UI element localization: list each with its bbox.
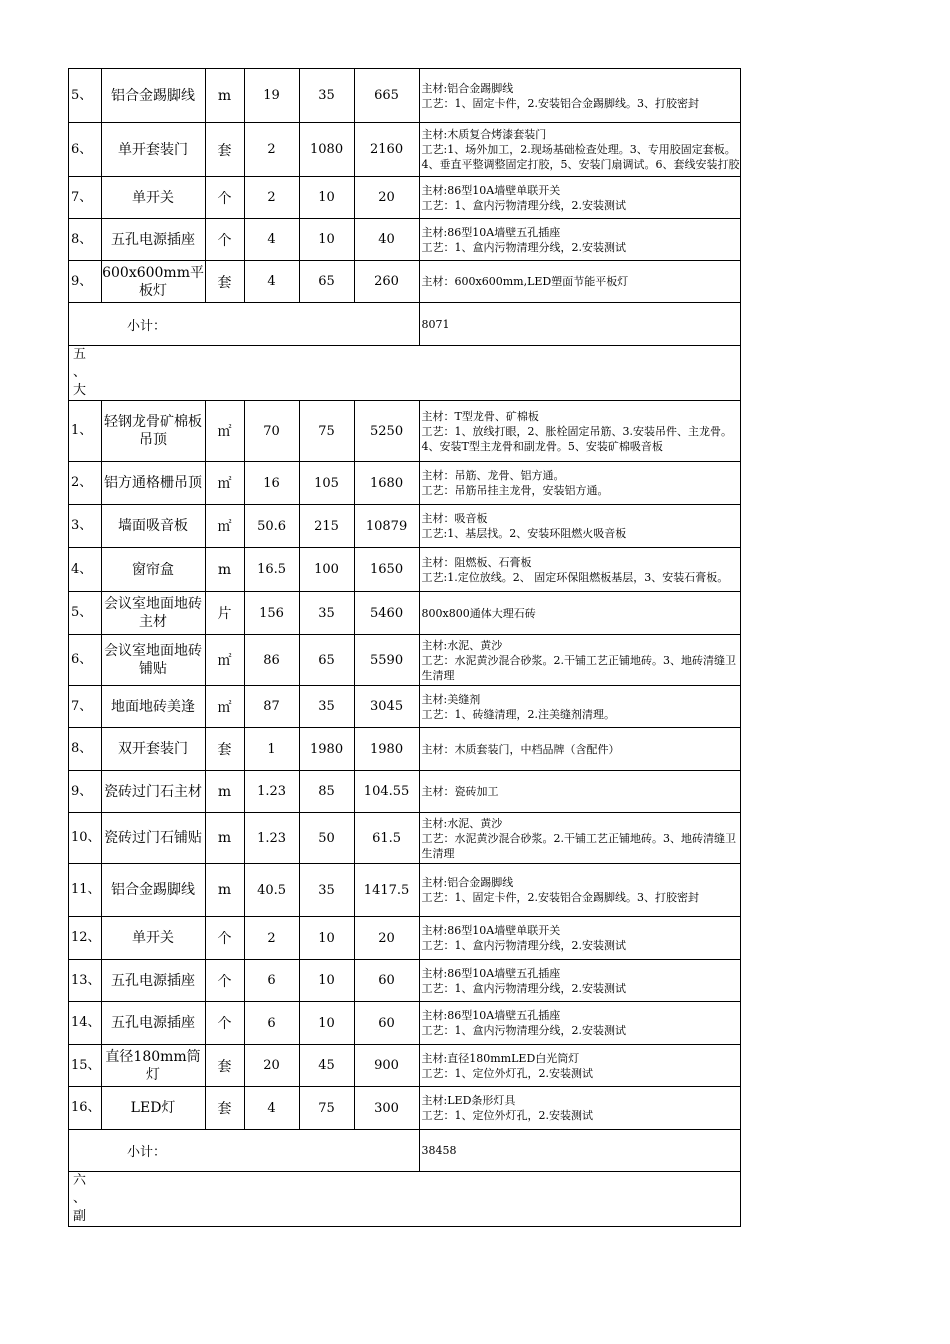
amount-cell: 260 [354,261,419,303]
item-name-cell: LED灯 [101,1087,205,1130]
quantity-cell: 50.6 [244,505,299,548]
unit-cell: 套 [205,123,244,177]
description-cell [419,771,740,813]
description-line: 主材:铝合金踢脚线 [421,876,514,889]
table-row [69,219,741,261]
item-number-cell: 14、 [69,1002,102,1045]
description-line: 主材：吸音板 [421,512,488,525]
quantity-cell: 86 [244,635,299,686]
item-number-cell: 2、 [69,462,102,505]
description-line: 800x800通体大理石砖 [421,606,536,620]
quantity-cell: 4 [244,1087,299,1130]
table-row [69,548,741,592]
item-name-cell: 五孔电源插座 [101,1002,205,1045]
unit-price-cell: 35 [299,592,354,635]
section-heading-char: 、 [73,1191,87,1206]
description-line: 工艺:1、基层找。2、安装环阻燃火吸音板 [421,527,627,540]
description-cell [419,592,740,635]
unit-price-cell: 35 [299,69,354,123]
item-number-cell: 6、 [69,123,102,177]
amount-cell: 60 [354,1002,419,1045]
quantity-cell: 2 [244,177,299,219]
item-number-cell: 9、 [69,261,102,303]
item-name-cell: 会议室地面地砖主材 [101,592,205,635]
unit-price-cell: 65 [299,635,354,686]
description-line: 工艺：1、盒内污物清理分线，2.安装测试 [421,240,627,254]
description-line: 主材:木质复合烤漆套装门 [421,128,547,141]
description-cell [419,813,740,864]
quantity-cell: 2 [244,917,299,960]
description-line: 主材:86型10A墙壁五孔插座 [421,1009,561,1022]
unit-cell: 个 [205,960,244,1002]
table-row [69,813,741,864]
item-name-cell: 直径180mm筒灯 [101,1045,205,1087]
section-heading-char: 副 [73,1209,87,1224]
description-cell [419,1045,740,1087]
unit-cell: 个 [205,177,244,219]
item-number-cell: 16、 [69,1087,102,1130]
description-cell [419,548,740,592]
description-line: 主材：吊筋、龙骨、铝方通。 [421,469,565,482]
table-row [69,635,741,686]
unit-cell: 套 [205,1045,244,1087]
amount-cell: 104.55 [354,771,419,813]
quantity-cell: 1 [244,728,299,771]
subtotal-row [69,303,741,346]
description-line: 工艺：水泥黄沙混合砂浆。2.干铺工艺正铺地砖。3、地砖清缝卫生清理 [421,831,737,860]
unit-price-cell: 10 [299,960,354,1002]
table-row [69,864,741,917]
unit-cell: ㎡ [205,462,244,505]
unit-cell: m [205,548,244,592]
quantity-cell: 156 [244,592,299,635]
section-heading-char: 六 [73,1173,87,1188]
description-line: 主材:美缝剂 [421,692,481,706]
description-line: 工艺：1、盒内污物清理分线，2.安装测试 [421,198,627,212]
item-name-cell: 铝合金踢脚线 [101,69,205,123]
quantity-cell: 16 [244,462,299,505]
amount-cell: 5460 [354,592,419,635]
description-cell [419,123,740,177]
description-line: 工艺:1、场外加工，2.现场基础检查处理。3、专用胶固定套板。4、垂直平整调整固定打胶，5、安装门扇调试。6、套线安装打胶 [421,143,740,171]
unit-price-cell: 10 [299,177,354,219]
unit-cell: ㎡ [205,505,244,548]
unit-cell: 套 [205,261,244,303]
description-line: 主材:水泥、黄沙 [421,816,503,830]
description-line: 工艺：1、盒内污物清理分线，2.安装测试 [421,981,627,995]
item-name-cell: 五孔电源插座 [101,960,205,1002]
item-number-cell: 5、 [69,69,102,123]
quantity-cell: 40.5 [244,864,299,917]
amount-cell: 20 [354,177,419,219]
subtotal-row [69,1130,741,1172]
description-cell [419,177,740,219]
description-line: 工艺：水泥黄沙混合砂浆。2.干铺工艺正铺地砖。3、地砖清缝卫生清理 [421,653,737,682]
table-row [69,505,741,548]
description-line: 主材:水泥、黄沙 [421,638,503,652]
description-line: 主材：阻燃板、石膏板 [421,555,532,569]
table-row [69,462,741,505]
section-heading-char: 大 [73,383,87,398]
section-heading-char: 、 [73,365,87,380]
unit-price-cell: 85 [299,771,354,813]
unit-price-cell: 100 [299,548,354,592]
unit-price-cell: 35 [299,864,354,917]
unit-cell: 个 [205,219,244,261]
table-row [69,960,741,1002]
item-number-cell: 10、 [69,813,102,864]
amount-cell: 10879 [354,505,419,548]
quantity-cell: 87 [244,686,299,728]
description-cell [419,728,740,771]
amount-cell: 61.5 [354,813,419,864]
quotation-table-body [69,69,741,1227]
description-line: 工艺：吊筋吊挂主龙骨，安装铝方通。 [421,484,609,497]
item-name-cell: 600x600mm平板灯 [101,261,205,303]
item-number-cell: 6、 [69,635,102,686]
table-row [69,177,741,219]
table-row [69,686,741,728]
unit-cell: 片 [205,592,244,635]
unit-price-cell: 45 [299,1045,354,1087]
table-row [69,69,741,123]
section-heading [69,1172,741,1227]
description-cell [419,1087,740,1130]
quantity-cell: 16.5 [244,548,299,592]
quantity-cell: 2 [244,123,299,177]
description-line: 工艺：1、放线打眼，2、胀栓固定吊筋、3.安装吊件、主龙骨。4、安装T型主龙骨和副龙骨。5、安装矿棉吸音板 [421,424,733,453]
item-name-cell: 单开关 [101,177,205,219]
description-line: 工艺：1、固定卡件，2.安装铝合金踢脚线。3、打胶密封 [421,96,700,110]
amount-cell: 1417.5 [354,864,419,917]
description-line: 工艺：1、砖缝清理，2.注美缝剂清理。 [421,707,616,721]
quantity-cell: 1.23 [244,813,299,864]
unit-price-cell: 1080 [299,123,354,177]
table-row [69,728,741,771]
description-line: 主材:铝合金踢脚线 [421,81,514,95]
unit-price-cell: 50 [299,813,354,864]
quantity-cell: 20 [244,1045,299,1087]
table-row [69,123,741,177]
description-cell [419,635,740,686]
description-line: 主材：600x600mm,LED塑面节能平板灯 [421,275,629,288]
amount-cell: 3045 [354,686,419,728]
unit-price-cell: 10 [299,1002,354,1045]
description-line: 工艺:1.定位放线。2、 固定环保阻燃板基层，3、安装石膏板。 [421,570,729,584]
unit-price-cell: 65 [299,261,354,303]
description-line: 工艺：1、固定卡件，2.安装铝合金踢脚线。3、打胶密封 [421,891,700,904]
quantity-cell: 4 [244,219,299,261]
item-name-cell: 瓷砖过门石铺贴 [101,813,205,864]
unit-price-cell: 10 [299,219,354,261]
table-row [69,1045,741,1087]
unit-cell: m [205,813,244,864]
description-line: 工艺：1、定位外灯孔，2.安装测试 [421,1066,594,1080]
item-name-cell: 墙面吸音板 [101,505,205,548]
amount-cell: 20 [354,917,419,960]
item-name-cell: 瓷砖过门石主材 [101,771,205,813]
quotation-table [68,68,741,1227]
table-row [69,771,741,813]
item-name-cell: 铝方通格栅吊顶 [101,462,205,505]
subtotal-value: 8071 [419,303,740,346]
description-cell [419,219,740,261]
subtotal-value: 38458 [419,1130,740,1172]
unit-cell: 套 [205,1087,244,1130]
description-cell [419,462,740,505]
item-number-cell: 8、 [69,728,102,771]
unit-price-cell: 215 [299,505,354,548]
unit-cell: ㎡ [205,635,244,686]
unit-cell: ㎡ [205,686,244,728]
description-line: 主材:直径180mmLED白光筒灯 [421,1051,580,1065]
description-cell [419,69,740,123]
unit-price-cell: 35 [299,686,354,728]
item-name-cell: 单开套装门 [101,123,205,177]
item-number-cell: 11、 [69,864,102,917]
description-cell [419,505,740,548]
section-heading-char: 五 [73,347,87,362]
amount-cell: 5250 [354,401,419,462]
amount-cell: 2160 [354,123,419,177]
description-line: 工艺：1、盒内污物清理分线，2.安装测试 [421,939,627,952]
description-cell [419,960,740,1002]
item-name-cell: 五孔电源插座 [101,219,205,261]
section-heading-row [69,1172,741,1227]
item-name-cell: 双开套装门 [101,728,205,771]
amount-cell: 1980 [354,728,419,771]
unit-cell: m [205,69,244,123]
subtotal-label: 小计： [69,1130,420,1172]
item-number-cell: 7、 [69,686,102,728]
unit-cell: 个 [205,917,244,960]
description-line: 主材：木质套装门，中档品牌（含配件） [421,742,620,756]
description-cell [419,686,740,728]
item-number-cell: 1、 [69,401,102,462]
description-cell [419,261,740,303]
amount-cell: 1650 [354,548,419,592]
description-cell [419,1002,740,1045]
item-number-cell: 7、 [69,177,102,219]
amount-cell: 665 [354,69,419,123]
table-row [69,261,741,303]
amount-cell: 40 [354,219,419,261]
description-cell [419,864,740,917]
item-name-cell: 单开关 [101,917,205,960]
item-name-cell: 轻钢龙骨矿棉板吊顶 [101,401,205,462]
unit-price-cell: 105 [299,462,354,505]
item-number-cell: 9、 [69,771,102,813]
unit-price-cell: 1980 [299,728,354,771]
unit-cell: m [205,864,244,917]
description-line: 主材:LED条形灯具 [421,1094,516,1107]
amount-cell: 300 [354,1087,419,1130]
description-line: 工艺：1、定位外灯孔，2.安装测试 [421,1109,594,1122]
item-number-cell: 8、 [69,219,102,261]
item-name-cell: 地面地砖美逢 [101,686,205,728]
item-number-cell: 13、 [69,960,102,1002]
table-row [69,917,741,960]
item-number-cell: 15、 [69,1045,102,1087]
item-number-cell: 12、 [69,917,102,960]
quantity-cell: 6 [244,960,299,1002]
description-line: 主材：瓷砖加工 [421,785,499,798]
item-number-cell: 5、 [69,592,102,635]
section-heading [69,346,741,401]
unit-cell: m [205,771,244,813]
quantity-cell: 19 [244,69,299,123]
description-line: 主材:86型10A墙壁五孔插座 [421,966,561,980]
description-line: 主材：T型龙骨、矿棉板 [421,409,539,423]
table-row [69,592,741,635]
unit-price-cell: 75 [299,1087,354,1130]
unit-cell: 个 [205,1002,244,1045]
quantity-cell: 6 [244,1002,299,1045]
subtotal-label: 小计： [69,303,420,346]
unit-price-cell: 10 [299,917,354,960]
amount-cell: 5590 [354,635,419,686]
quantity-cell: 70 [244,401,299,462]
section-heading-row [69,346,741,401]
description-line: 主材:86型10A墙壁单联开关 [421,924,561,937]
table-row [69,1002,741,1045]
table-row [69,401,741,462]
item-name-cell: 铝合金踢脚线 [101,864,205,917]
description-line: 工艺：1、盒内污物清理分线，2.安装测试 [421,1024,627,1037]
description-cell [419,401,740,462]
description-cell [419,917,740,960]
amount-cell: 1680 [354,462,419,505]
amount-cell: 900 [354,1045,419,1087]
item-name-cell: 会议室地面地砖铺贴 [101,635,205,686]
description-line: 主材:86型10A墙壁单联开关 [421,183,561,197]
unit-price-cell: 75 [299,401,354,462]
item-name-cell: 窗帘盒 [101,548,205,592]
item-number-cell: 3、 [69,505,102,548]
unit-cell: ㎡ [205,401,244,462]
quantity-cell: 4 [244,261,299,303]
item-number-cell: 4、 [69,548,102,592]
quantity-cell: 1.23 [244,771,299,813]
description-line: 主材:86型10A墙壁五孔插座 [421,225,561,239]
amount-cell: 60 [354,960,419,1002]
table-row [69,1087,741,1130]
unit-cell: 套 [205,728,244,771]
